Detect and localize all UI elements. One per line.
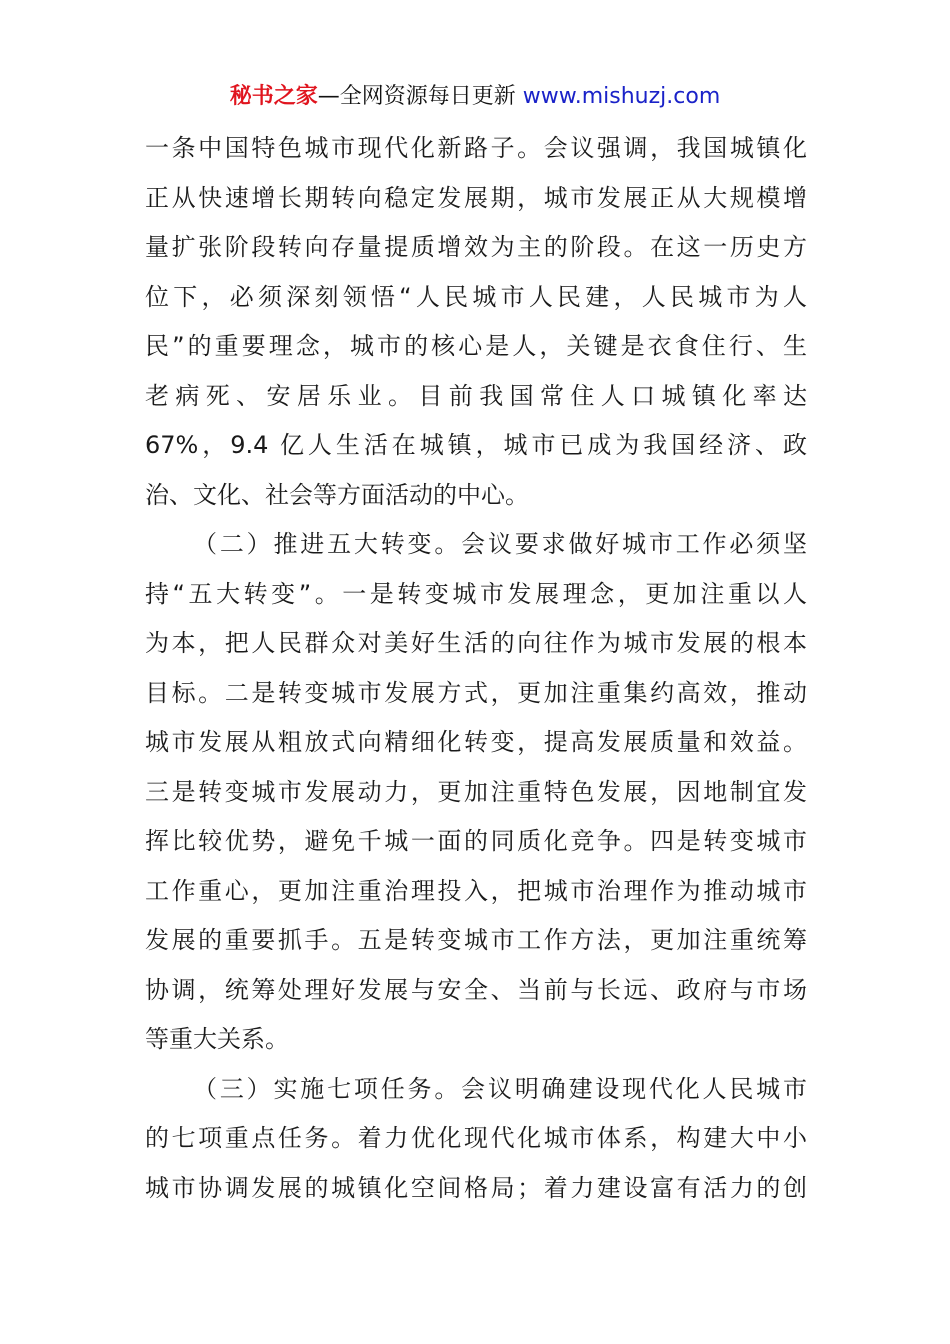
text-line: 工作重心，更加注重治理投入，把城市治理作为推动城市	[145, 876, 807, 905]
paragraph-heading-line: （二）推进五大转变。会议要求做好城市工作必须坚	[193, 530, 807, 558]
text-line: 发展的重要抓手。五是转变城市工作方法，更加注重统筹	[145, 926, 807, 954]
header-brand: 秘书之家	[229, 84, 318, 109]
text-line: 一条中国特色城市现代化新路子。会议强调，我国城镇化	[145, 134, 807, 162]
text-line: 位下，必须深刻领悟“人民城市人民建，人民城市为人	[145, 282, 807, 311]
text-line: 城市协调发展的城镇化空间格局；着力建设富有活力的创	[145, 1173, 807, 1202]
text-line: 等重大关系。	[145, 1025, 289, 1053]
text-line: 量扩张阶段转向存量提质增效为主的阶段。在这一历史方	[145, 233, 807, 261]
text-line: 的七项重点任务。着力优化现代化城市体系，构建大中小	[145, 1124, 807, 1152]
paragraph-heading-line: （三）实施七项任务。会议明确建设现代化人民城市	[193, 1074, 807, 1103]
text-line: 民”的重要理念，城市的核心是人，关键是衣食住行、生	[145, 332, 807, 360]
text-line: 协调，统筹处理好发展与安全、当前与长远、政府与市场	[145, 975, 807, 1004]
text-line: 持“五大转变”。一是转变城市发展理念，更加注重以人	[145, 579, 807, 608]
page-header	[0, 80, 950, 114]
text-line: 老病死、安居乐业。目前我国常住人口城镇化率达	[145, 381, 807, 410]
text-line: 正从快速增长期转向稳定发展期，城市发展正从大规模增	[145, 183, 807, 212]
text-line: 挥比较优势，避免千城一面的同质化竞争。四是转变城市	[145, 827, 807, 855]
text-line: 三是转变城市发展动力，更加注重特色发展，因地制宜发	[145, 777, 807, 806]
text-line: 为本，把人民群众对美好生活的向往作为城市发展的根本	[145, 629, 807, 657]
text-line: 67%，9.4 亿人生活在城镇，城市已成为我国经济、政	[145, 431, 807, 459]
text-line: 治、文化、社会等方面活动的中心。	[145, 480, 529, 509]
header-site-link[interactable]: www.mishuzj.com	[522, 84, 721, 109]
header-tagline: —全网资源每日更新	[317, 84, 516, 109]
text-line: 目标。二是转变城市发展方式，更加注重集约高效，推动	[145, 678, 807, 707]
document-body	[145, 124, 807, 1213]
text-line: 城市发展从粗放式向精细化转变，提高发展质量和效益。	[145, 728, 807, 756]
